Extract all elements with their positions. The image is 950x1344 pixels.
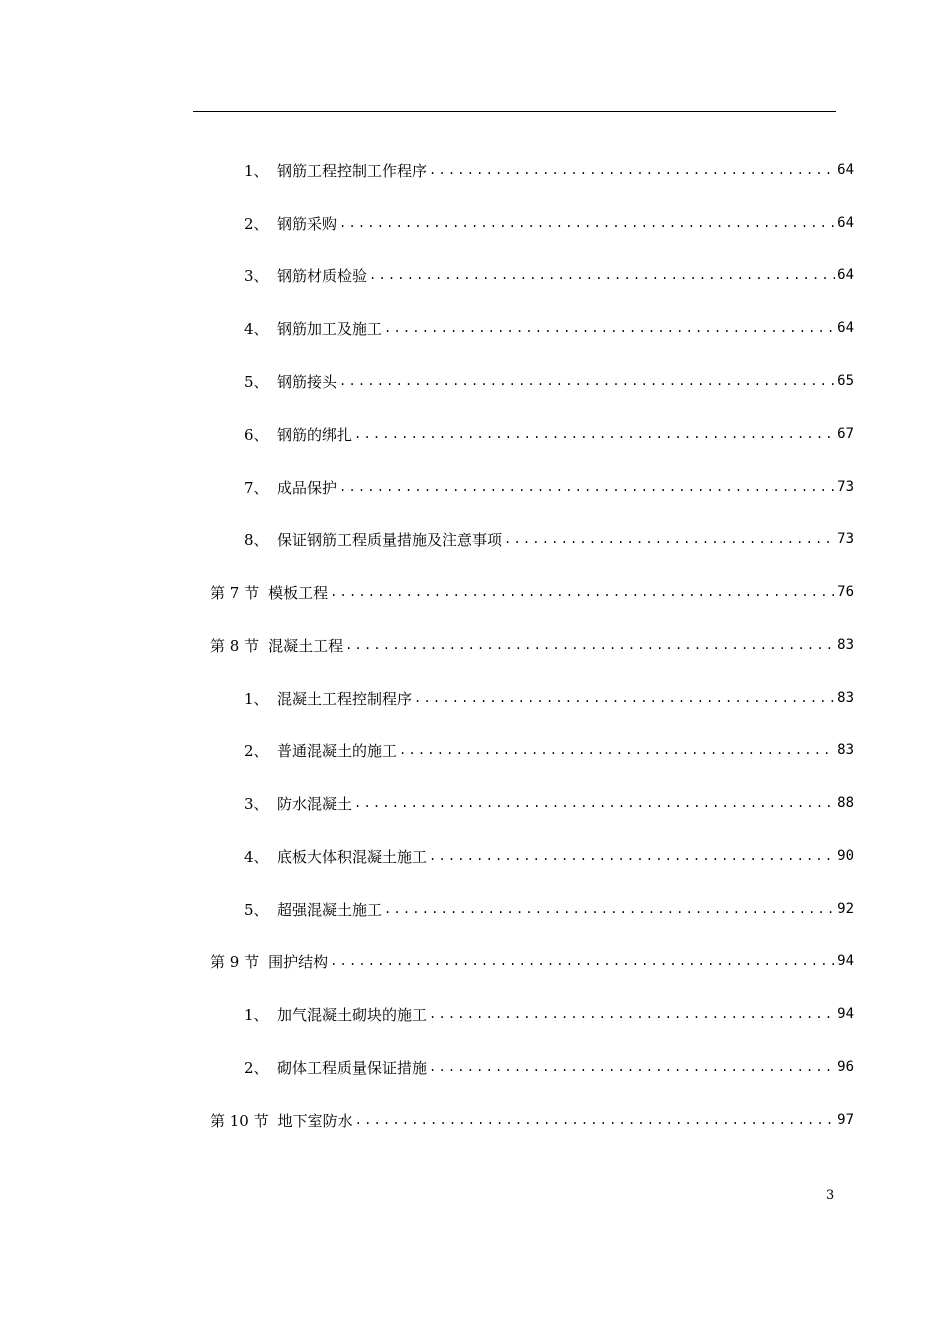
toc-section-title: 模板工程 [268,583,329,602]
toc-entry[interactable] [244,263,854,287]
toc-entry-title: 钢筋工程控制工作程序 [277,161,428,180]
dot-leader [339,211,835,235]
toc-entry[interactable] [244,158,854,182]
toc-section-page: 94 [837,953,854,969]
toc-entry-number: 7、 [244,478,269,497]
toc-entry-page: 64 [837,320,854,336]
toc-entry-page: 73 [837,479,854,495]
dot-leader [339,369,835,393]
dot-leader [429,1055,835,1079]
toc-entry-title: 底板大体积混凝土施工 [277,847,428,866]
toc-entry[interactable] [244,475,854,499]
toc-entry[interactable] [244,791,854,815]
toc-entry-number: 5、 [244,900,269,919]
toc-section-title: 混凝土工程 [268,636,344,655]
toc-entry[interactable] [244,527,854,551]
toc-entry[interactable] [244,738,854,762]
toc-entry-number: 2、 [244,214,269,233]
toc-entry-title: 钢筋加工及施工 [277,319,383,338]
toc-section-page: 97 [837,1112,854,1128]
toc-entry-title: 保证钢筋工程质量措施及注意事项 [277,530,503,549]
toc-entry-number: 4、 [244,319,269,338]
toc-entry-page: 88 [837,795,854,811]
page-number: 3 [826,1188,835,1203]
toc-entry-page: 64 [837,162,854,178]
toc-entry[interactable] [244,1002,854,1026]
toc-entry-title: 钢筋接头 [277,372,338,391]
toc-section-number: 第 9 节 [210,952,260,971]
toc-entry[interactable] [244,316,854,340]
toc-entry-title: 钢筋材质检验 [277,266,368,285]
header-rule [193,111,836,112]
toc-entry-page: 92 [837,901,854,917]
toc-entry-title: 防水混凝土 [277,794,353,813]
toc-entry-page: 65 [837,373,854,389]
toc-entry-number: 6、 [244,425,269,444]
toc-entry-number: 4、 [244,847,269,866]
toc-entry[interactable] [244,1055,854,1079]
toc-entry-page: 64 [837,215,854,231]
toc-section-title: 围护结构 [268,952,329,971]
toc-entry-title: 超强混凝土施工 [277,900,383,919]
toc-section-number: 第 10 节 [210,1111,269,1130]
toc-entry-page: 90 [837,848,854,864]
toc-entry-page: 64 [837,267,854,283]
toc-entry[interactable] [244,369,854,393]
toc-entry-number: 8、 [244,530,269,549]
dot-leader [384,316,835,340]
toc-entry-title: 加气混凝土砌块的施工 [277,1005,428,1024]
toc-entry[interactable] [244,844,854,868]
toc-entry[interactable] [244,211,854,235]
dot-leader [354,791,835,815]
dot-leader [345,633,835,657]
toc-entry-title: 砌体工程质量保证措施 [277,1058,428,1077]
toc-entry-page: 73 [837,531,854,547]
toc-entry-number: 3、 [244,794,269,813]
dot-leader [384,897,835,921]
toc-entry-page: 83 [837,690,854,706]
dot-leader [504,527,835,551]
toc-entry-number: 1、 [244,161,269,180]
toc-section-number: 第 8 节 [210,636,260,655]
toc-section-entry[interactable] [210,580,854,604]
toc-entry-number: 2、 [244,741,269,760]
toc-section-entry[interactable] [210,1108,854,1132]
toc-section-title: 地下室防水 [277,1111,353,1130]
toc-entry-number: 1、 [244,1005,269,1024]
toc-entry-title: 普通混凝土的施工 [277,741,398,760]
toc-section-entry[interactable] [210,633,854,657]
dot-leader [414,686,835,710]
toc-entry[interactable] [244,897,854,921]
dot-leader [330,949,835,973]
toc-entry-page: 67 [837,426,854,442]
toc-section-entry[interactable] [210,949,854,973]
toc-entry-number: 3、 [244,266,269,285]
toc-section-page: 76 [837,584,854,600]
toc-entry-number: 2、 [244,1058,269,1077]
toc-entry-page: 96 [837,1059,854,1075]
dot-leader [429,844,835,868]
dot-leader [355,1108,836,1132]
dot-leader [429,158,835,182]
dot-leader [354,422,835,446]
toc-entry-title: 钢筋采购 [277,214,338,233]
toc-section-number: 第 7 节 [210,583,260,602]
dot-leader [369,263,835,287]
toc-entry-title: 钢筋的绑扎 [277,425,353,444]
toc-section-page: 83 [837,637,854,653]
toc-entry-page: 83 [837,742,854,758]
toc-entry-number: 5、 [244,372,269,391]
dot-leader [429,1002,835,1026]
toc-entry-number: 1、 [244,689,269,708]
toc-entry-title: 成品保护 [277,478,338,497]
dot-leader [330,580,835,604]
toc-entry[interactable] [244,422,854,446]
toc-entry-page: 94 [837,1006,854,1022]
toc-entry[interactable] [244,686,854,710]
dot-leader [399,738,835,762]
dot-leader [339,475,835,499]
toc-entry-title: 混凝土工程控制程序 [277,689,413,708]
